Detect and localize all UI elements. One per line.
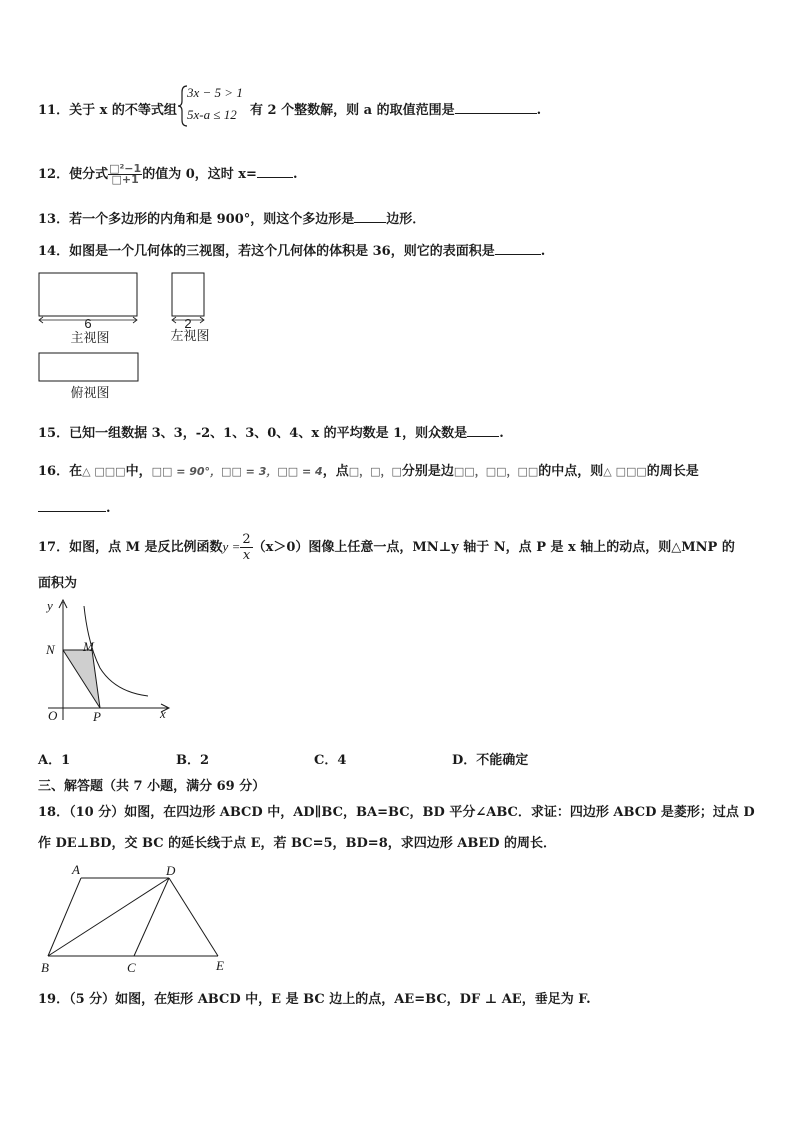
q14-three-view-diagram	[30, 268, 230, 403]
q11-prefix: 11．关于 x 的不等式组	[38, 103, 177, 118]
q13-answer-blank[interactable]	[354, 211, 386, 223]
q16-prefix: 16．在	[38, 464, 83, 479]
top-view-rect	[39, 353, 138, 381]
q16-triangle: △ □□□	[82, 465, 126, 478]
q18-quadrilateral-diagram	[38, 862, 238, 977]
segment-ba	[48, 878, 81, 956]
graph-point-p-label: P	[93, 709, 101, 724]
q12-answer-blank[interactable]	[257, 166, 293, 178]
left-view-rect	[172, 273, 204, 316]
q19-text: 19．（5 分）如图，在矩形 ABCD 中，E 是 BC 边上的点，AE=BC，DF ⊥ AE，垂足为 F.	[38, 992, 591, 1007]
point-c-label: C	[127, 960, 136, 975]
q11-question: 有 2 个整数解，则 a 的取值范围是	[250, 103, 455, 118]
q14-text	[38, 240, 545, 259]
q11-answer-blank[interactable]	[455, 102, 537, 114]
q16-points: □，□，□	[348, 465, 402, 478]
q17-y-eq: y =	[222, 539, 241, 554]
graph-x-label: x	[160, 706, 166, 721]
q14-end: .	[540, 244, 546, 259]
q16-end: .	[106, 501, 111, 516]
q17-question: （x＞0）图像上任意一点，MN⊥y 轴于 N，点 P 是 x 轴上的动点，则△MNP 的	[252, 540, 735, 555]
segment-bd	[48, 878, 169, 956]
q17-option-a[interactable]: A．1	[38, 753, 71, 768]
graph-point-n-label: N	[46, 642, 55, 657]
point-d-label: D	[166, 863, 176, 878]
q14-answer-blank[interactable]	[495, 243, 541, 255]
q16-mid3: 分别是边	[401, 464, 454, 479]
q16-mid: 中，	[125, 464, 152, 479]
q17-frac-denominator: x	[242, 548, 251, 563]
front-view-rect	[39, 273, 137, 316]
q12-fraction	[108, 164, 142, 185]
q12-prefix: 12．使分式	[38, 167, 109, 182]
q11-inequality-1: 3x − 5 > 1	[187, 85, 243, 100]
q16-question: 的周长是	[646, 464, 699, 479]
q17-fraction	[240, 532, 252, 563]
graph-y-label: y	[47, 598, 53, 613]
graph-point-m-label: M	[83, 639, 94, 654]
q11-end: .	[536, 103, 542, 118]
q17-option-c[interactable]: C．4	[314, 753, 347, 768]
q15-question: 15．已知一组数据 3、3，-2、1、3、0、4、x 的平均数是 1，则众数是	[38, 426, 468, 441]
q11-text	[250, 99, 541, 118]
q12-frac-numerator: □²−1	[109, 162, 142, 175]
q15-end: .	[499, 426, 504, 441]
q12-frac-denominator: □+1	[111, 173, 139, 186]
left-view-label: 左视图	[170, 328, 210, 343]
q16-answer-blank[interactable]	[38, 500, 106, 512]
q14-question: 14．如图是一个几何体的三视图，若这个几何体的体积是 36，则它的表面积是	[38, 244, 495, 259]
q17-line2: 面积为	[38, 576, 78, 591]
point-a-label: A	[72, 862, 80, 877]
q16-sides: □□，□□，□□	[453, 465, 539, 478]
section-3-heading: 三、解答题（共 7 小题，满分 69 分）	[38, 779, 266, 794]
front-view-label: 主视图	[70, 330, 110, 345]
q15-text	[38, 422, 504, 441]
q12-question: 的值为 0，这时 x=	[142, 167, 257, 182]
front-dim-label: 6	[84, 316, 92, 331]
q16-condition: □□ = 90°，□□ = 3，□□ = 4	[151, 465, 323, 478]
q18-line1: 18．（10 分）如图，在四边形 ABCD 中，AD∥BC，BA=BC，BD 平分∠ABC．求证：四边形 ABCD 是菱形；过点 D	[38, 805, 755, 820]
top-view-label: 俯视图	[70, 385, 110, 400]
point-e-label: E	[216, 958, 224, 973]
q11-inequality-system	[177, 84, 252, 128]
q16-mid2: ，点	[322, 464, 349, 479]
point-b-label: B	[41, 960, 49, 975]
q17-frac-numerator: 2	[242, 532, 251, 547]
q13-end: 边形．	[386, 212, 426, 227]
q16-mid4: 的中点，则	[538, 464, 604, 479]
q13-question: 13．若一个多边形的内角和是 900°，则这个多边形是	[38, 212, 355, 227]
q15-answer-blank[interactable]	[467, 425, 499, 437]
q17-option-b[interactable]: B．2	[176, 753, 210, 768]
segment-de	[169, 878, 218, 956]
q17-prefix: 17．如图，点 M 是反比例函数	[38, 540, 223, 555]
left-dim-label: 2	[184, 316, 192, 331]
q17-text	[38, 532, 735, 563]
q17-option-d[interactable]: D．不能确定	[452, 753, 529, 768]
q16-answer-line	[38, 500, 111, 516]
q17-graph	[40, 596, 180, 724]
q16-text	[38, 460, 699, 479]
graph-origin-label: O	[48, 708, 58, 723]
q12-text	[38, 163, 297, 185]
q16-triangle-2: △ □□□	[603, 465, 647, 478]
q11-inequality-2: 5x-a ≤ 12	[187, 107, 237, 122]
q13-text	[38, 208, 425, 227]
q18-line2: 作 DE⊥BD，交 BC 的延长线于点 E，若 BC=5，BD=8，求四边形 ABED 的周长．	[38, 836, 557, 851]
q12-end: .	[292, 167, 298, 182]
